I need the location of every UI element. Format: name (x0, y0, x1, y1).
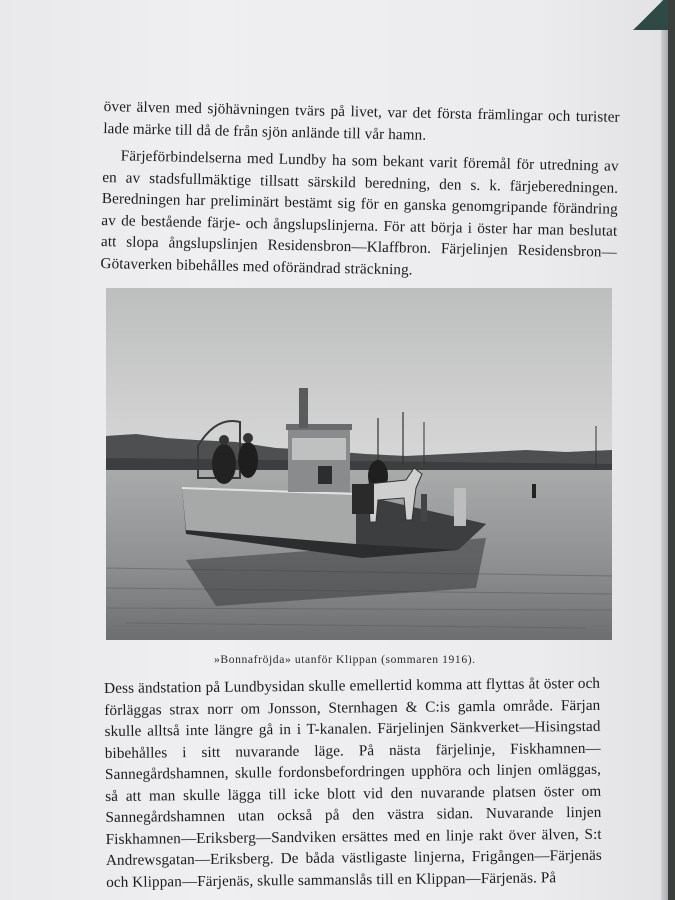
ferry-photograph (106, 288, 612, 640)
book-cover-corner (628, 0, 668, 30)
page-edge (661, 0, 668, 900)
paragraph-2: Färjeförbindelserna med Lundby ha som bekant varit föremål för utredning av en av stadsfullmäktige tillsatt särskild beredning, den s. k. färjeberedningen. Beredningen har preliminärt bestämt sig för en ganska genomgripande förändring av de bestående färje- och ångslupslinjerna. För att börja i öster har man beslutat att slopa ångslupslinjen Residensbron—Klaffbron. Färjelinjen Residensbron—Götaverken bibehålles med oförändrad sträckning. (100, 147, 619, 279)
paragraph-1: över älven med sjöhävningen tvärs på livet, var det första främlingar och turister lade märke till då de från sjön anlände till vår hamn. (103, 97, 620, 144)
paragraph-3: Dess ändstation på Lundbysidan skulle emellertid komma att flyttas åt öster och förläggas strax norr om Jonsson, Sternhagen & C:is gamla område. Färjan skulle alltså inte längre gå in i T-kanalen. Färjelinjen Sänkverket—Hisingstad bibehålles i sitt nuvarande läge. På nästa färjelinje, Fiskhamnen—Sannegårdshamnen, skulle fordonsbefordringen upphöra och linjen omläggas, så att man skulle lägga till icke blott vid den nuvarande platsen öster om Sannegårdshamnen utan också på den västra sidan. Nuvarande linjen Fiskhamnen—Eriksberg—Sandviken ersättes med en linje rakt över älven, S:t Andrewsgatan—Eriksberg. De båda västligaste linjerna, Frigången—Färjenäs och Klippan—Färjenäs, skulle sammanslås till en Klippan—Färjenäs. På (104, 674, 602, 891)
ferry-photo-illustration (106, 288, 612, 640)
top-text-block (100, 96, 620, 285)
photo-caption: »Bonnafröjda» utanför Klippan (sommaren 1916). (214, 653, 476, 666)
bottom-text-block (104, 673, 602, 893)
